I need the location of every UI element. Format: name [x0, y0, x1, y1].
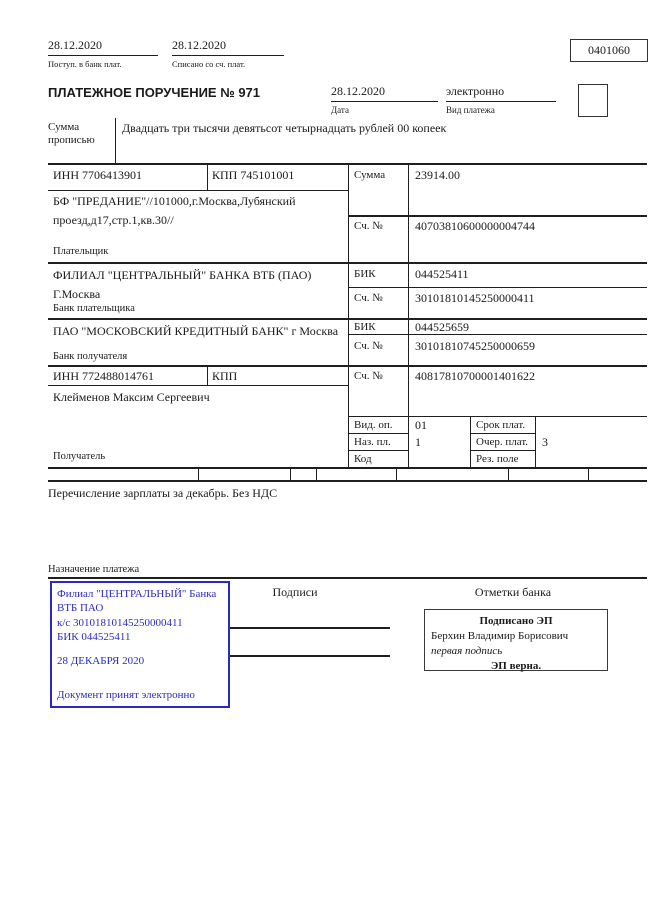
table-line	[348, 450, 408, 451]
date-received: 28.12.2020	[48, 38, 102, 52]
divider	[48, 577, 647, 579]
table-line	[48, 467, 647, 469]
date-debited-label: Списано со сч. плат.	[172, 59, 246, 69]
table-line	[588, 467, 589, 480]
ocher-plat-label: Очер. плат.	[476, 436, 529, 448]
esign-title: Подписано ЭП	[479, 615, 553, 627]
payer-kpp: КПП 745101001	[212, 168, 295, 182]
table-line	[348, 334, 647, 335]
payee-name: Клейменов Максим Сергеевич	[53, 390, 210, 404]
divider	[331, 101, 438, 102]
page-title: ПЛАТЕЖНОЕ ПОРУЧЕНИЕ № 971	[48, 85, 261, 100]
date-received-label: Поступ. в банк плат.	[48, 59, 122, 69]
table-line	[316, 467, 317, 480]
stamp-line-1: Филиал "ЦЕНТРАЛЬНЫЙ" Банка	[57, 588, 217, 600]
table-line	[207, 163, 208, 190]
payment-kind-checkbox	[578, 84, 608, 117]
payee-kpp-label: КПП	[212, 369, 238, 383]
naz-pl-label: Наз. пл.	[354, 436, 391, 448]
stamp-line-4: БИК 044525411	[57, 630, 131, 643]
table-line	[48, 190, 348, 191]
sum-label: Сумма	[354, 169, 386, 181]
payer-bank-name: ФИЛИАЛ "ЦЕНТРАЛЬНЫЙ" БАНКА ВТБ (ПАО) Г.Москва	[53, 268, 312, 301]
payer-name: БФ "ПРЕДАНИЕ"//101000,г.Москва,Лубянский проезд,д17,стр.1,кв.30//	[53, 194, 296, 227]
amount-words-label	[48, 121, 110, 147]
stamp-line-3: к/с 30101810145250000411	[57, 616, 183, 629]
stamp-line-2: ВТБ ПАО	[57, 602, 104, 615]
amount-words-label-line1: Сумма	[48, 121, 80, 133]
table-line	[470, 450, 535, 451]
table-line	[470, 416, 471, 467]
esign-subtitle: первая подпись	[431, 644, 503, 657]
divider	[48, 55, 158, 56]
vid-op-label: Вид. оп.	[354, 419, 393, 431]
payer-account-label: Сч. №	[354, 220, 383, 232]
kod-label: Код	[354, 453, 372, 465]
payee-bank-bik-label: БИК	[354, 321, 376, 333]
table-line	[470, 433, 535, 434]
date-label: Дата	[331, 105, 349, 115]
srok-plat-label: Срок плат.	[476, 419, 526, 431]
esign-box	[424, 609, 608, 671]
table-line	[348, 163, 349, 467]
payer-section-label: Плательщик	[53, 246, 109, 257]
payment-kind-label: Вид платежа	[446, 105, 495, 115]
divider	[172, 55, 284, 56]
purpose-label: Назначение платежа	[48, 564, 140, 575]
table-line	[348, 416, 647, 417]
payee-bank-account: 30101810745250000659	[415, 339, 535, 353]
payer-bank-section-label: Банк плательщика	[53, 303, 135, 314]
form-code-box: 0401060	[570, 39, 648, 62]
table-line	[348, 287, 647, 288]
esign-name: Берхин Владимир Борисович	[431, 629, 569, 642]
table-line	[48, 480, 647, 482]
bank-stamp	[50, 581, 230, 708]
payer-inn: ИНН 7706413901	[53, 168, 142, 182]
vid-op-value: 01	[415, 418, 427, 432]
payer-bank-account: 30101810145250000411	[415, 291, 535, 305]
naz-pl-value: 1	[415, 435, 421, 449]
payer-bank-bik-label: БИК	[354, 268, 376, 280]
sum-value: 23914.00	[415, 168, 460, 182]
ocher-plat-value: 3	[542, 435, 548, 449]
bank-marks-header: Отметки банка	[474, 585, 552, 599]
amount-words-label-line2: прописью	[48, 134, 95, 147]
table-line	[198, 467, 199, 480]
stamp-spacer	[57, 668, 223, 687]
table-line	[408, 163, 409, 467]
purpose-text: Перечисление зарплаты за декабрь. Без НДС	[48, 486, 278, 500]
amount-words-value: Двадцать три тысячи девятьсот четырнадцать рублей 00 копеек	[122, 121, 447, 135]
payee-bank-account-label: Сч. №	[354, 340, 383, 352]
date-debited: 28.12.2020	[172, 38, 226, 52]
table-line	[48, 385, 348, 386]
stamp-footer: Документ принят электронно	[57, 688, 195, 701]
payee-bank-section-label: Банк получателя	[53, 351, 128, 362]
divider	[446, 101, 556, 102]
document-date: 28.12.2020	[331, 84, 385, 98]
table-line	[396, 467, 397, 480]
esign-verified: ЭП верна.	[490, 659, 542, 672]
payee-account: 40817810700001401622	[415, 369, 535, 383]
payee-inn: ИНН 772488014761	[53, 369, 154, 383]
table-line	[508, 467, 509, 480]
signature-line-2	[230, 655, 390, 657]
payer-bank-bik: 044525411	[415, 267, 469, 281]
payee-bank-name: ПАО "МОСКОВСКИЙ КРЕДИТНЫЙ БАНК" г Москва	[53, 324, 339, 338]
table-line	[290, 467, 291, 480]
table-line	[535, 416, 536, 467]
stamp-date: 28 ДЕКАБРЯ 2020	[57, 655, 145, 668]
payment-kind-value: электронно	[446, 84, 505, 98]
table-line	[348, 215, 647, 217]
rez-pole-label: Рез. поле	[476, 453, 519, 465]
signature-line-1	[230, 627, 390, 629]
payer-account: 40703810600000004744	[415, 219, 535, 233]
payer-bank-account-label: Сч. №	[354, 292, 383, 304]
payee-account-label: Сч. №	[354, 370, 383, 382]
table-line	[348, 433, 408, 434]
divider	[115, 118, 116, 163]
payee-bank-bik: 044525659	[415, 320, 469, 334]
table-line	[207, 365, 208, 385]
payee-section-label: Получатель	[53, 451, 106, 462]
signatures-header: Подписи	[272, 585, 318, 599]
